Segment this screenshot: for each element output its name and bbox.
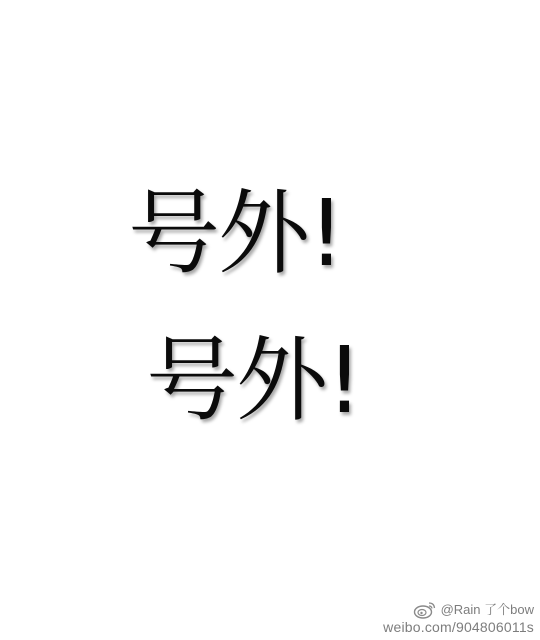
headline-line-1: 号外!: [128, 180, 343, 287]
watermark-handle-row: [383, 601, 534, 619]
watermark-handle: @Rain 了个bow: [440, 602, 534, 617]
weibo-watermark: [383, 601, 534, 636]
weibo-logo-icon: [413, 601, 437, 619]
headline-line-2: 号外!: [146, 327, 361, 434]
watermark-url: weibo.com/904806011s: [383, 619, 534, 635]
